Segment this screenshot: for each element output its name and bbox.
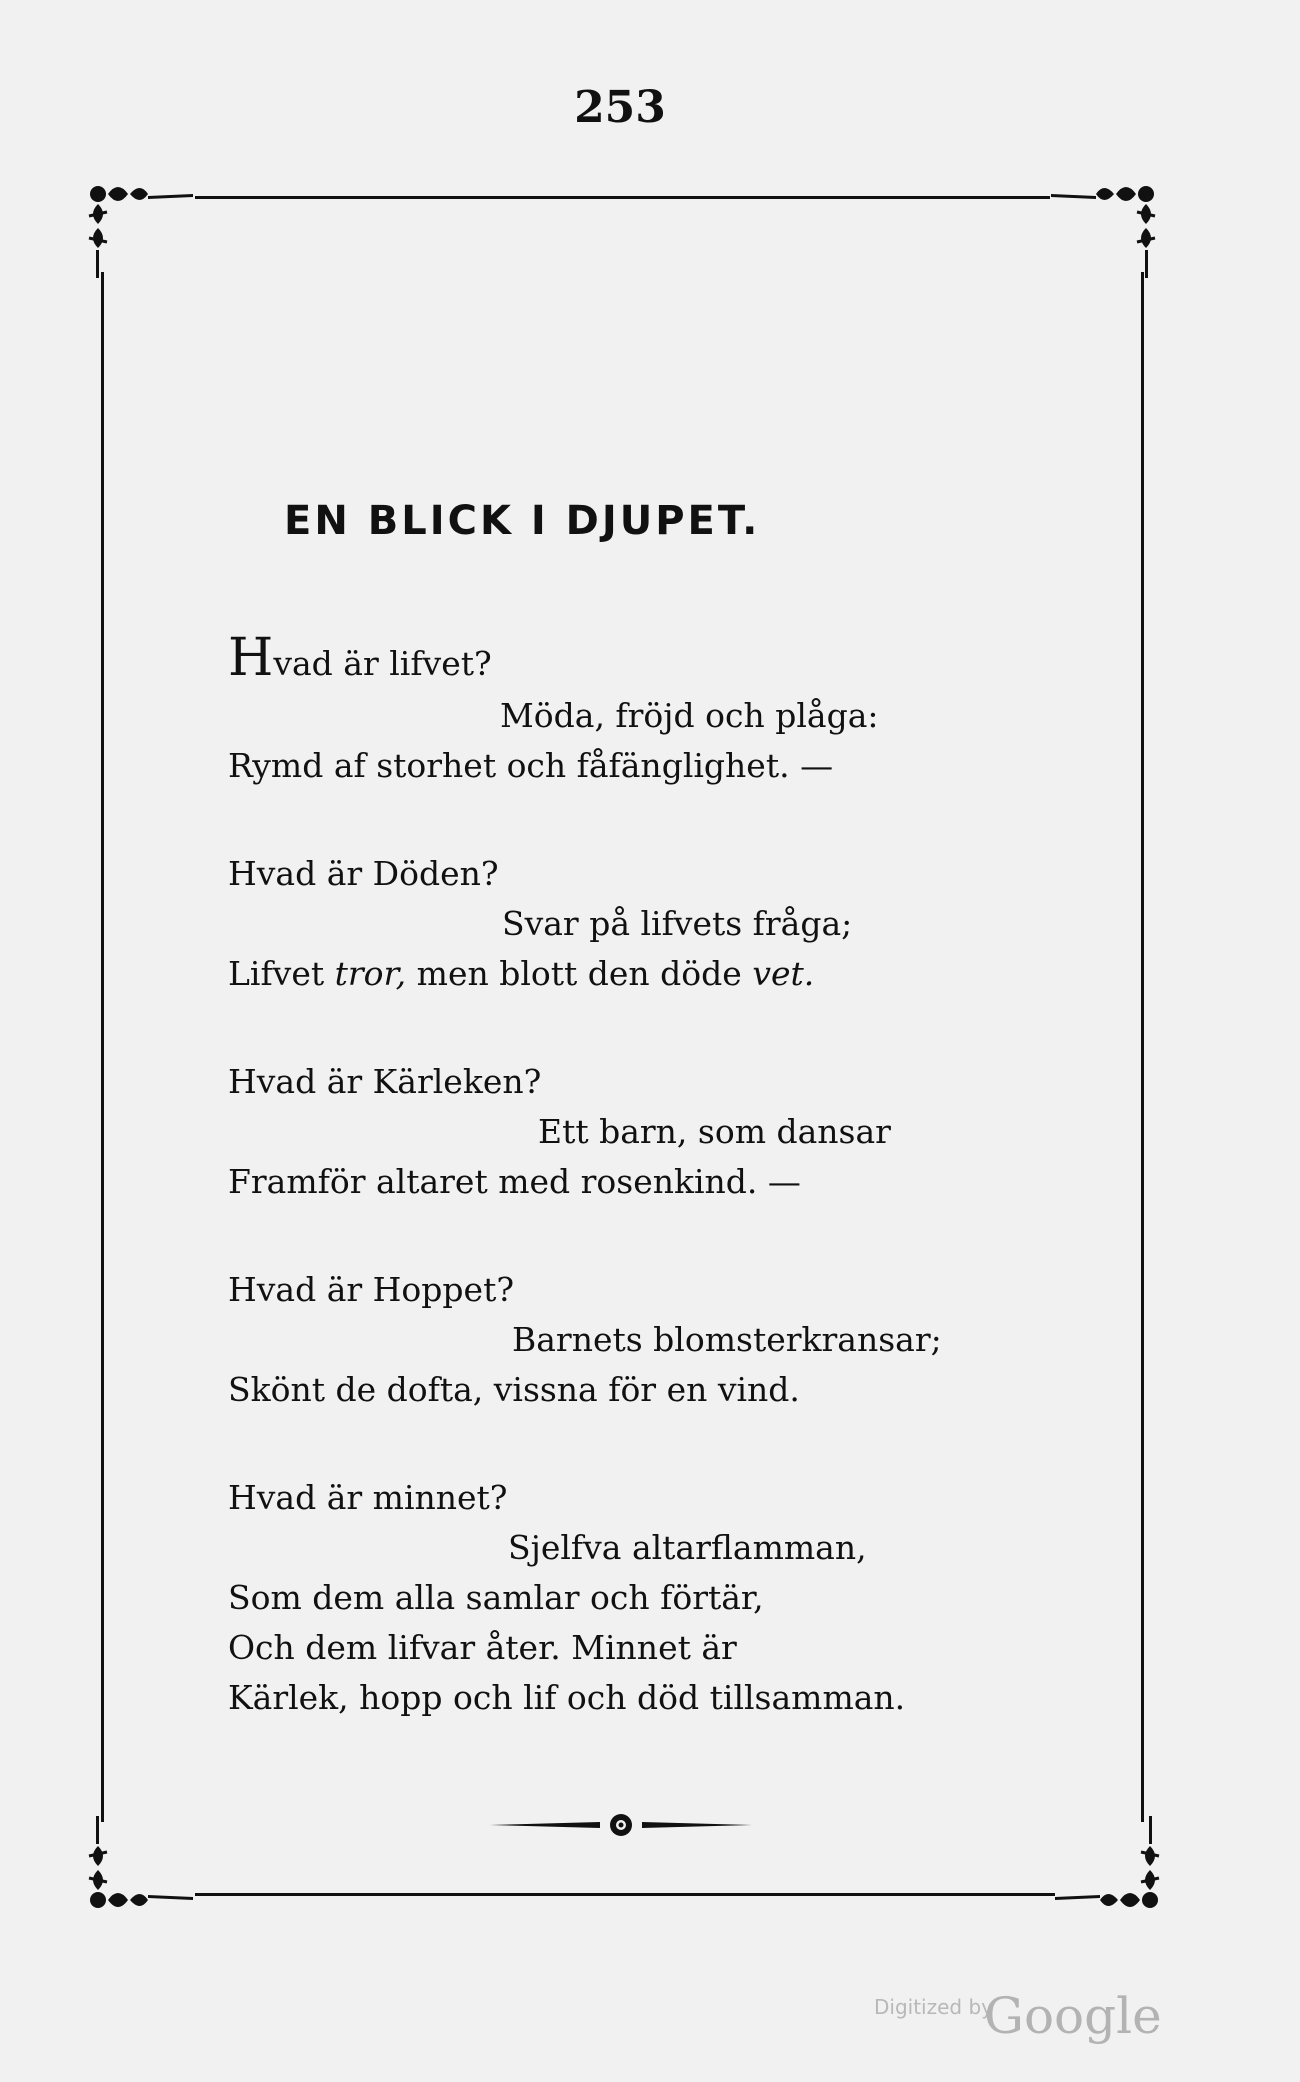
stanza-4-question: Hvad är Hoppet? <box>228 1270 515 1309</box>
right-border-rule <box>1141 272 1144 1822</box>
left-border-rule <box>101 272 104 1822</box>
stanza-1-answer: Möda, fröjd och plåga: <box>500 696 879 735</box>
poem-title: EN BLICK I DJUPET. <box>284 498 761 544</box>
drop-cap: H <box>228 628 274 688</box>
stanza-4-answer: Barnets blomsterkransar; <box>512 1320 942 1359</box>
stanza-2-question: Hvad är Döden? <box>228 854 499 893</box>
corner-ornament-icon <box>86 172 196 282</box>
line-text: Lifvet <box>228 954 335 993</box>
stanza-5-question: Hvad är minnet? <box>228 1478 508 1517</box>
google-watermark: Google <box>984 1987 1162 2045</box>
stanza-5-line-1: Som dem alla samlar och förtär, <box>228 1578 764 1617</box>
emphasis-text: tror, <box>334 954 407 993</box>
corner-ornament-icon <box>1052 1812 1162 1922</box>
stanza-1-question <box>228 628 492 688</box>
page-number: 253 <box>574 82 666 133</box>
top-border-rule <box>195 196 1050 199</box>
stanza-4-line-1: Skönt de dofta, vissna för en vind. <box>228 1370 800 1409</box>
stanza-2-answer: Svar på lifvets fråga; <box>502 904 853 943</box>
bottom-border-rule <box>195 1893 1055 1896</box>
stanza-3-answer: Ett barn, som dansar <box>538 1112 891 1151</box>
digitized-by-label: Digitized by <box>874 1995 993 2019</box>
question-text: vad är lifvet? <box>273 644 492 683</box>
emphasis-text: vet. <box>752 954 815 993</box>
stanza-3-question: Hvad är Kärleken? <box>228 1062 542 1101</box>
divider-ornament-icon <box>490 1810 752 1840</box>
stanza-5-line-2: Och dem lifvar åter. Minnet är <box>228 1628 737 1667</box>
stanza-1-line-1: Rymd af storhet och fåfänglighet. — <box>228 746 834 785</box>
stanza-5-line-3: Kärlek, hopp och lif och död tillsamman. <box>228 1678 906 1717</box>
stanza-5-answer: Sjelfva altarflamman, <box>508 1528 867 1567</box>
corner-ornament-icon <box>86 1812 196 1922</box>
corner-ornament-icon <box>1048 172 1158 282</box>
line-text: men blott den döde <box>406 954 753 993</box>
stanza-3-line-1: Framför altaret med rosenkind. — <box>228 1162 801 1201</box>
stanza-2-line-1 <box>228 954 814 993</box>
